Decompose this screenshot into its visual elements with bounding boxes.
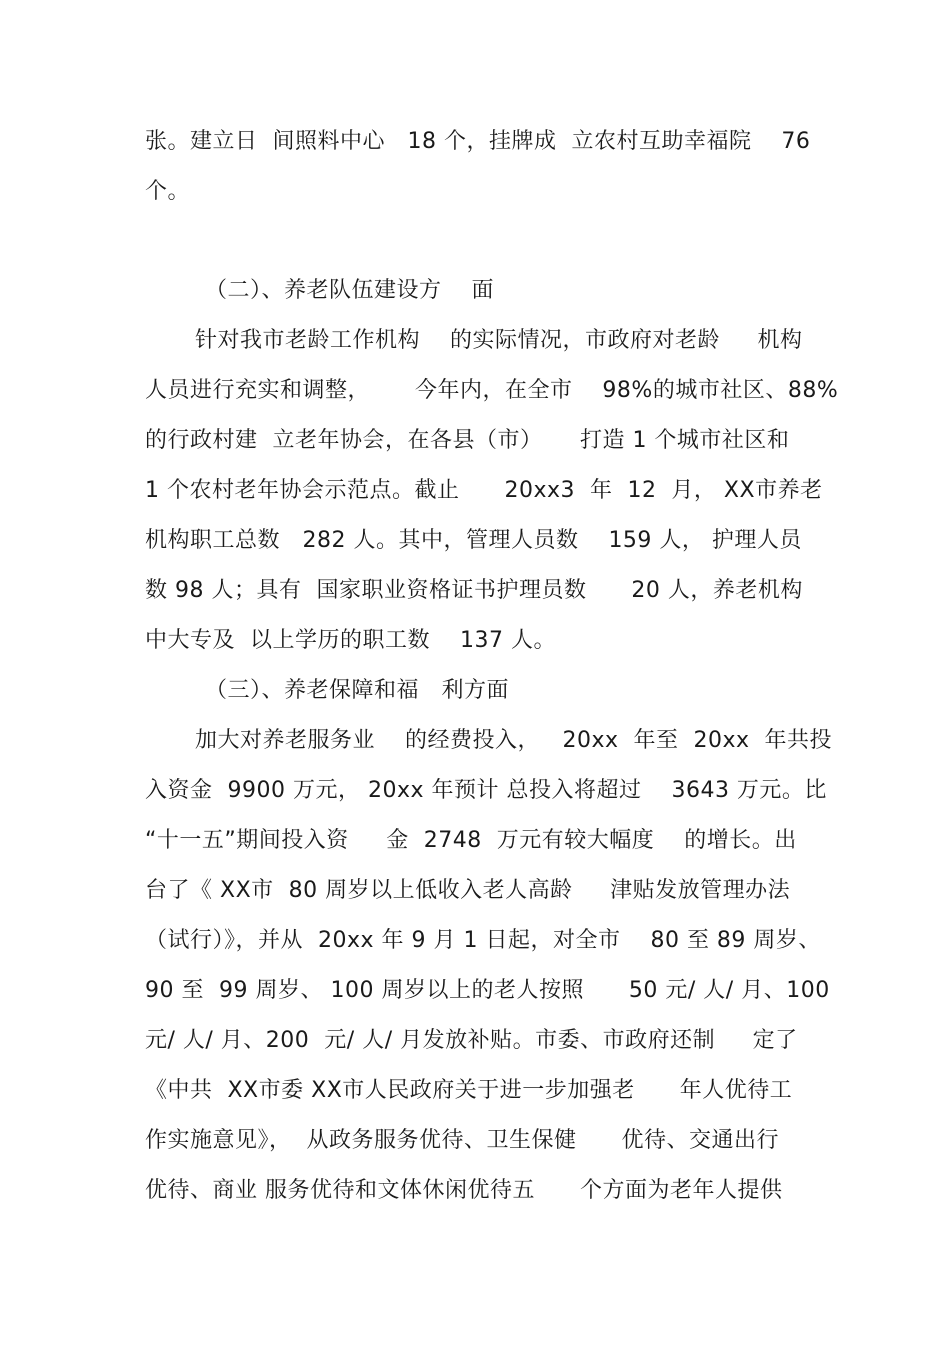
paragraph-line: 90 至 99 周岁、 100 周岁以上的老人按照 50 元/ 人/ 月、100 — [145, 978, 830, 1003]
paragraph-line: 元/ 人/ 月、200 元/ 人/ 月发放补贴。市委、市政府还制 定了 — [145, 1028, 798, 1053]
paragraph-line: 加大对养老服务业 的经费投入， 20xx 年至 20xx 年共投 — [195, 728, 832, 753]
paragraph-line: 张。建立日 间照料中心 18 个，挂牌成 立农村互助幸福院 76 — [145, 129, 811, 154]
section-heading-2: （二）、养老队伍建设方 面 — [205, 278, 494, 303]
paragraph-line: 中大专及 以上学历的职工数 137 人。 — [145, 628, 556, 653]
paragraph-line: 机构职工总数 282 人。其中，管理人员数 159 人， 护理人员 — [145, 528, 802, 553]
paragraph-line: 1 个农村老年协会示范点。截止 20xx3 年 12 月， XX市养老 — [145, 478, 823, 503]
paragraph-line: 人员进行充实和调整， 今年内，在全市 98%的城市社区、88% — [145, 378, 839, 403]
paragraph-line: 作实施意见》， 从政务服务优待、卫生保健 优待、交通出行 — [145, 1128, 779, 1153]
paragraph-line: 数 98 人；具有 国家职业资格证书护理员数 20 人，养老机构 — [145, 578, 803, 603]
paragraph-line: 《中共 XX市委 XX市人民政府关于进一步加强老 年人优待工 — [145, 1078, 793, 1103]
paragraph-line: “十一五”期间投入资 金 2748 万元有较大幅度 的增长。出 — [145, 828, 797, 853]
paragraph-line: （试行）》，并从 20xx 年 9 月 1 日起，对全市 80 至 89 周岁、 — [145, 928, 821, 953]
paragraph-line: 的行政村建 立老年协会，在各县（市） 打造 1 个城市社区和 — [145, 428, 790, 453]
paragraph-line: 入资金 9900 万元， 20xx 年预计 总投入将超过 3643 万元。比 — [145, 778, 827, 803]
paragraph-line: 台了《 XX市 80 周岁以上低收入老人高龄 津贴发放管理办法 — [145, 878, 791, 903]
section-heading-3: （三）、养老保障和福 利方面 — [205, 678, 509, 703]
paragraph-line: 个。 — [145, 179, 191, 204]
paragraph-line: 优待、商业 服务优待和文体休闲优待五 个方面为老年人提供 — [145, 1178, 783, 1203]
paragraph-line: 针对我市老龄工作机构 的实际情况，市政府对老龄 机构 — [195, 328, 803, 353]
